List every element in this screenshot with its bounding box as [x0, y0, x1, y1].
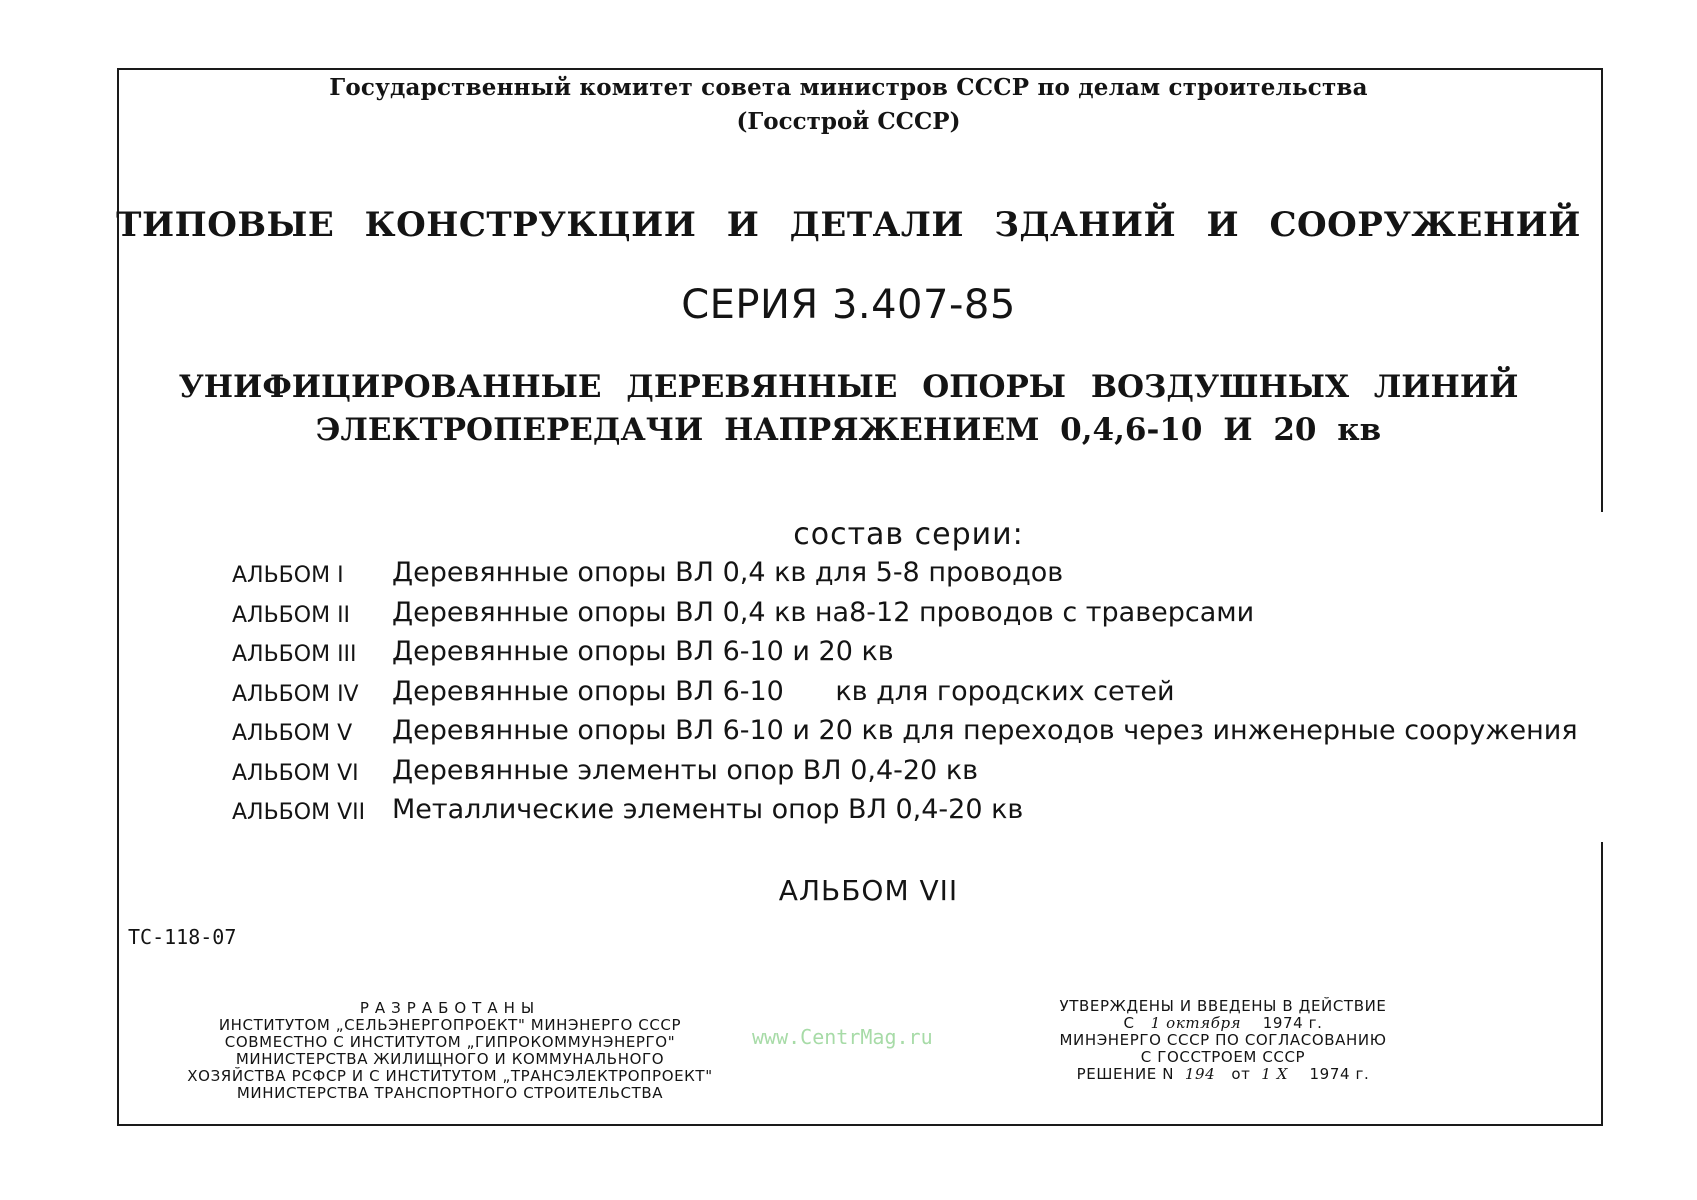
approval-heading: УТВЕРЖДЕНЫ И ВВЕДЕНЫ В ДЕЙСТВИЕ [1059, 997, 1387, 1015]
album-code: АЛЬБОМ III [232, 642, 357, 667]
developed-line: ИНСТИТУТОМ „СЕЛЬЭНЕРГОПРОЕКТ" МИНЭНЕРГО СССР [218, 1016, 682, 1034]
decision-from: от [1231, 1065, 1251, 1083]
album-code: АЛЬБОМ II [232, 602, 351, 628]
approval-decision-line [1008, 1066, 1438, 1083]
album-code: АЛЬБОМ VII [232, 800, 366, 825]
subtitle-line-2: ЭЛЕКТРОПЕРЕДАЧИ НАПРЯЖЕНИЕМ 0,4,6-10 И 20 кв [315, 412, 1382, 448]
composition-title: состав серии: [793, 517, 1024, 552]
album-description: Деревянные опоры ВЛ 6-10 и 20 кв для переходов через инженерные сооружения [392, 715, 1578, 746]
decision-date: 1 X [1261, 1065, 1289, 1083]
album-code: АЛЬБОМ VI [232, 760, 359, 786]
subtitle-line-1: УНИФИЦИРОВАННЫЕ ДЕРЕВЯННЫЕ ОПОРЫ ВОЗДУШНЫХ ЛИНИЙ [178, 369, 1519, 405]
approval-date-handwritten: 1 октября [1150, 1014, 1242, 1032]
album-description: Деревянные опоры ВЛ 0,4 кв на8-12 проводов с траверсами [392, 596, 1255, 628]
approval-date-prefix: С [1123, 1014, 1135, 1032]
album-description: Деревянные опоры ВЛ 6-10 и 20 кв [392, 636, 894, 667]
committee-name: Государственный комитет совета министров СССР по делам строительства [329, 74, 1368, 101]
approval-line: МИНЭНЕРГО СССР ПО СОГЛАСОВАНИЮ [1059, 1031, 1387, 1049]
album-code: АЛЬБОМ I [232, 563, 344, 588]
developed-line: МИНИСТЕРСТВА ТРАНСПОРТНОГО СТРОИТЕЛЬСТВА [236, 1084, 664, 1102]
developed-by-block [170, 1000, 730, 1102]
album-description: Деревянные опоры ВЛ 6-10 кв для городских сетей [392, 675, 1175, 707]
frame-gap [1598, 512, 1606, 842]
approval-line: С ГОССТРОЕМ СССР [1140, 1048, 1306, 1066]
marginal-code: ТС-118-07 [128, 925, 237, 949]
watermark: www.CentrMag.ru [752, 1025, 933, 1049]
album-description: Деревянные элементы опор ВЛ 0,4-20 кв [392, 754, 979, 786]
developed-line: СОВМЕСТНО С ИНСТИТУТОМ „ГИПРОКОММУНЭНЕРГО" [224, 1033, 676, 1051]
developed-line: ХОЗЯЙСТВА РСФСР И С ИНСТИТУТОМ „ТРАНСЭЛЕКТРОПРОЕКТ" [187, 1067, 713, 1085]
decision-year: 1974 г. [1309, 1065, 1370, 1083]
approval-block [1008, 998, 1438, 1083]
developed-line: МИНИСТЕРСТВА ЖИЛИЩНОГО И КОММУНАЛЬНОГО [235, 1050, 665, 1068]
series-number: СЕРИЯ 3.407-85 [681, 282, 1016, 328]
developed-heading: РАЗРАБОТАНЫ [359, 999, 541, 1017]
main-title: ТИПОВЫЕ КОНСТРУКЦИИ И ДЕТАЛИ ЗДАНИЙ И СООРУЖЕНИЙ [116, 205, 1581, 245]
committee-short-name: (Госстрой СССР) [736, 108, 961, 135]
approval-date-line [1008, 1015, 1438, 1032]
album-code: АЛЬБОМ V [232, 721, 353, 746]
decision-label: РЕШЕНИЕ N [1076, 1065, 1175, 1083]
album-description: Деревянные опоры ВЛ 0,4 кв для 5-8 проводов [392, 557, 1064, 588]
album-code: АЛЬБОМ IV [232, 681, 359, 707]
current-album: АЛЬБОМ VII [778, 874, 959, 907]
decision-number: 194 [1184, 1065, 1216, 1083]
album-description: Металлические элементы опор ВЛ 0,4-20 кв [392, 794, 1024, 825]
approval-date-year: 1974 г. [1262, 1014, 1323, 1032]
